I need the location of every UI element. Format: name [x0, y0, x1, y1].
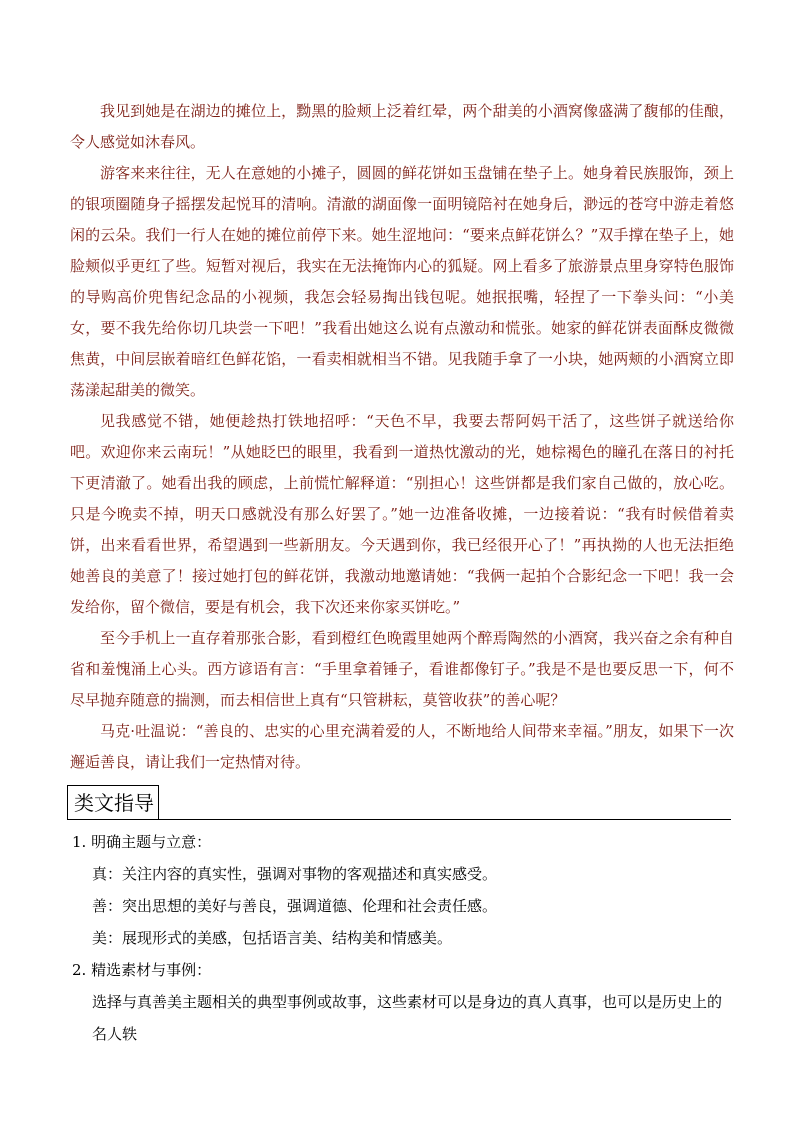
guide-item-2-text: 选择与真善美主题相关的典型事例或故事，这些素材可以是身边的真人真事，也可以是历史上的名人轶 [92, 993, 723, 1043]
guide-item-1-beauty: 美：展现形式的美感，包括语言美、结构美和情感美。 [92, 929, 453, 947]
guide-item-1-truth: 真：关注内容的真实性，强调对事物的客观描述和真实感受。 [92, 865, 498, 883]
essay-paragraph-2: 游客来来往往，无人在意她的小摊子，圆圆的鲜花饼如玉盘铺在垫子上。她身着民族服饰，颈上的银项圈随身子摇摆发起悦耳的清响。清澈的湖面像一面明镜陪衬在她身后，渺远的苍穹中游走着悠闲的云朵。我们一行人在她的摊位前停下来。她生涩地问：“要来点鲜花饼么？”双手撑在垫子上，她脸颊似乎更红了些。短暂对视后，我实在无法掩饰内心的狐疑。网上看多了旅游景点里身穿特色服饰的导购高价兜售纪念品的小视频，我怎会轻易掏出钱包呢。她抿抿嘴，轻捏了一下拳头问：“小美女，要不我先给你切几块尝一下吧！”我看出她这么说有点激动和慌张。她家的鲜花饼表面酥皮微微焦黄，中间层嵌着暗红色鲜花馅，一看卖相就相当不错。见我随手拿了一小块，她两颊的小酒窝立即荡漾起甜美的微笑。 [70, 164, 734, 399]
essay-paragraph-3: 见我感觉不错，她便趁热打铁地招呼：“天色不早，我要去帮阿妈干活了，这些饼子就送给你吧。欢迎你来云南玩！”从她眨巴的眼里，我看到一道热忱激动的光，她棕褐色的瞳孔在落日的衬托下更清澈了。她看出我的顾虑，上前慌忙解释道：“别担心！这些饼都是我们家自己做的，放心吃。只是今晚卖不掉，明天口感就没有那么好罢了。”她一边准备收摊，一边接着说：“我有时候借着卖饼，出来看看世界，希望遇到一些新朋友。今天遇到你，我已经很开心了！”再执拗的人也无法拒绝她善良的美意了！接过她打包的鲜花饼，我激动地邀请她：“我俩一起拍个合影纪念一下吧！我一会发给你，留个微信，要是有机会，我下次还来你家买饼吃。” [70, 412, 734, 616]
essay-body [70, 96, 734, 778]
essay-paragraph-1: 我见到她是在湖边的摊位上，黝黑的脸颊上泛着红晕，两个甜美的小酒窝像盛满了馥郁的佳酿，令人感觉如沐春风。 [70, 102, 734, 151]
guide-item-1-goodness: 善：突出思想的美好与善良，强调道德、伦理和社会责任感。 [92, 897, 498, 915]
section-divider [67, 819, 731, 820]
essay-paragraph-4: 至今手机上一直存着那张合影，看到橙红色晚霞里她两个醉焉陶然的小酒窝，我兴奋之余有种自省和羞愧涌上心头。西方谚语有言：“手里拿着锤子，看谁都像钉子。”我是不是也要反思一下，何不尽早抛弃随意的揣测，而去相信世上真有“只管耕耘，莫管收获”的善心呢？ [70, 629, 734, 709]
guide-item-1-title: 1. 明确主题与立意： [72, 833, 212, 851]
guide-item-2-title: 2. 精选素材与事例： [72, 961, 212, 979]
essay-paragraph-5: 马克·吐温说：“善良的、忠实的心里充满着爱的人，不断地给人间带来幸福。”朋友，如果下一次邂逅善良，请让我们一定热情对待。 [70, 722, 734, 771]
section-heading: 类文指导 [67, 785, 159, 819]
guide-section [72, 826, 732, 1050]
